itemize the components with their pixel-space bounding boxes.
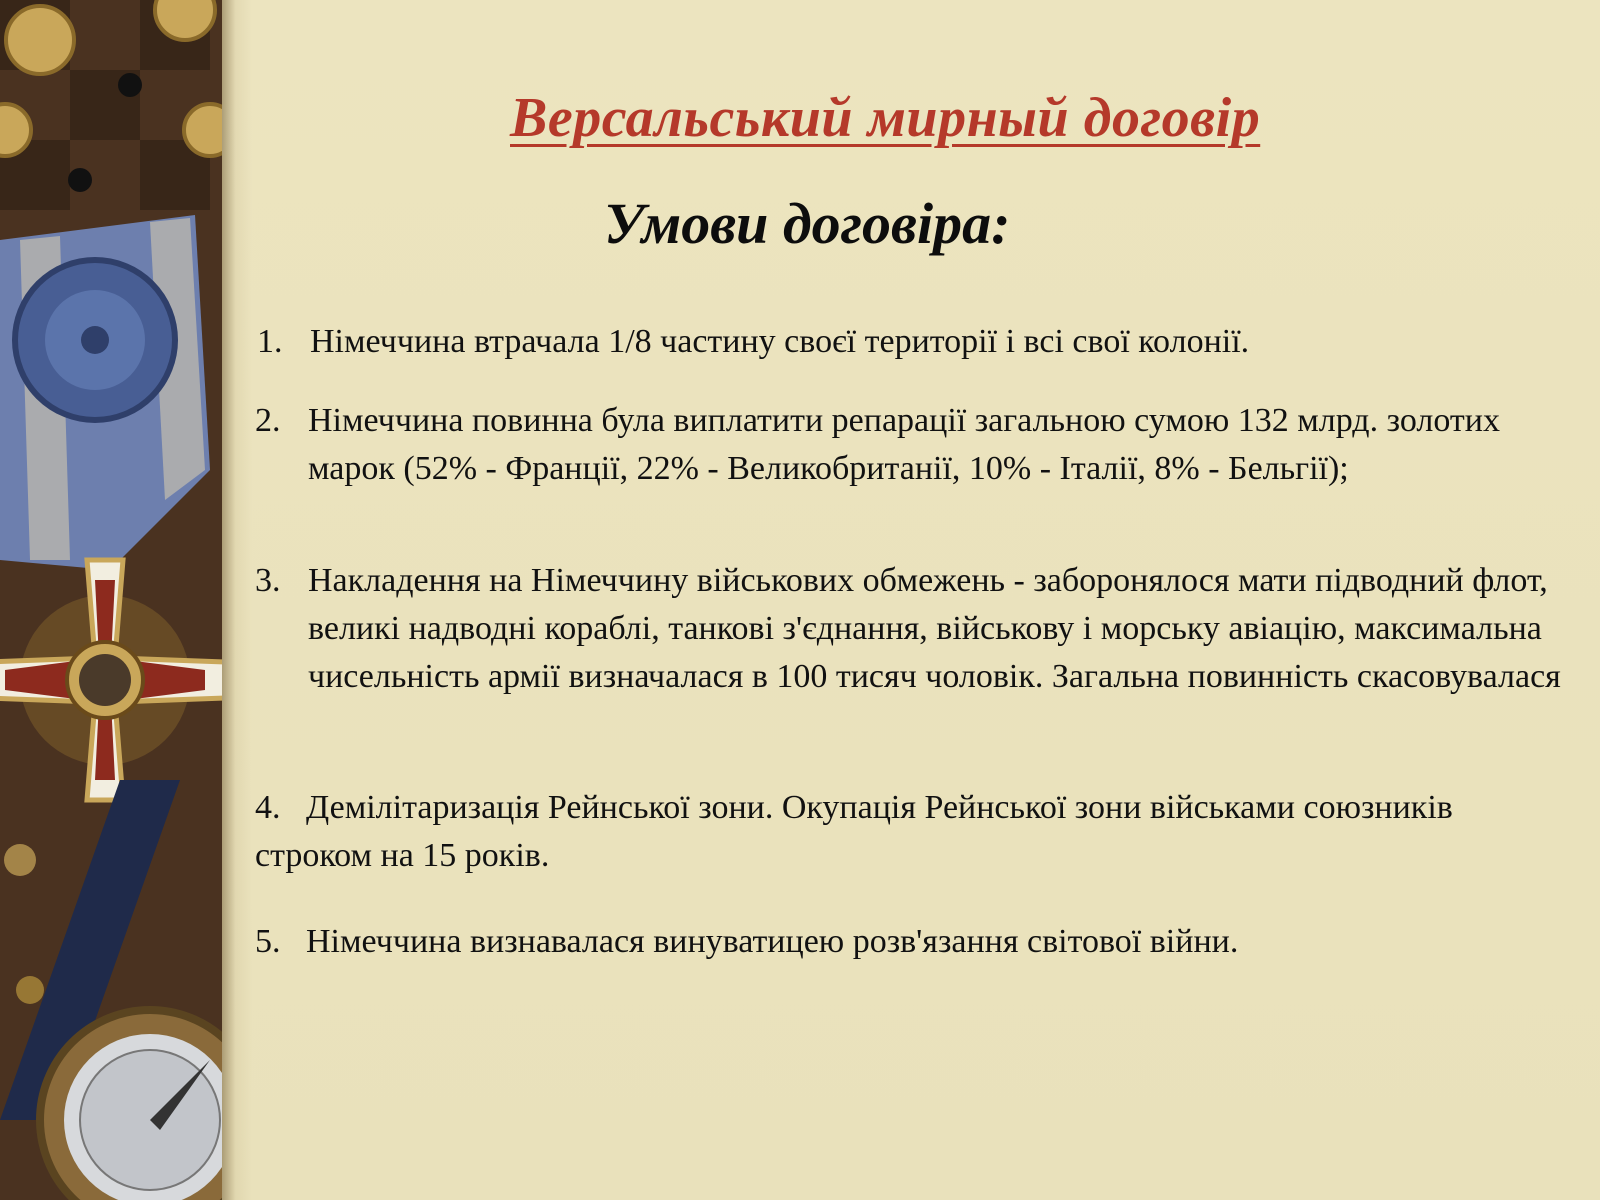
item-text: Демілітаризація Рейнської зони. Окупація Рейнської зони військами союзників строком на 15 років. [255,789,1453,874]
medal-illustration [0,0,222,1200]
item-text: Німеччина втрачала 1/8 частину своєї території і всі свої колонії. [310,323,1250,360]
decorative-medal-image [0,0,222,1200]
list-item [255,557,1565,701]
slide-title: Версальський мирный договір [510,87,1261,149]
item-number: 4. [255,789,281,826]
item-number: 2. [255,402,281,439]
item-number: 1. [257,323,283,360]
item-text: Німеччина повинна була виплатити репарації загальною сумою 132 млрд. золотих марок (52% - Франції, 22% - Великобританії, 10% - Італії, 8% - Бельгії); [308,402,1500,487]
item-number: 3. [255,562,281,599]
list-item [255,918,1555,966]
panel-edge-shadow [222,0,252,1200]
item-number: 5. [255,923,281,960]
slide-subtitle: Умови договіра: [604,191,1011,256]
item-text: Німеччина визнавалася винуватицею розв'язання світової війни. [306,923,1239,960]
item-text: Накладення на Німеччину військових обмежень - заборонялося мати підводний флот, великі надводні кораблі, танкові з'єднання, військову і морську авіацію, максимальна чисельність армії визначалася в 100 тисяч чоловік. Загальна повинність скасовувалася [308,562,1561,695]
list-item [257,318,1557,366]
list-item [255,784,1505,880]
list-item [255,397,1560,493]
